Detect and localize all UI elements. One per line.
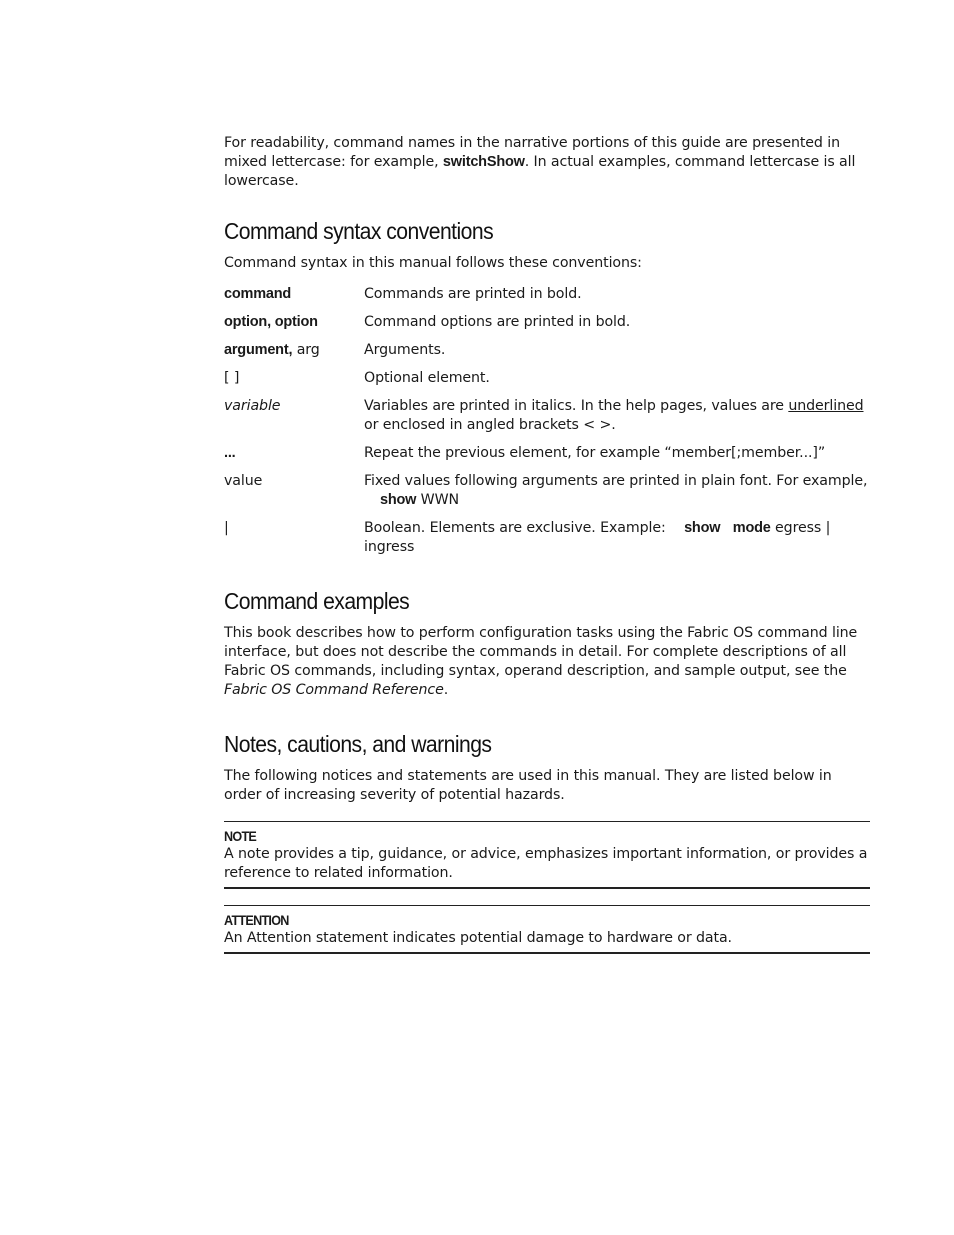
intro-text-after: . In actual examples, command lettercase is all lowercase. bbox=[224, 154, 856, 189]
desc-boolean-cmd1: show bbox=[684, 520, 721, 536]
desc-variable-underlined: underlined bbox=[788, 398, 864, 414]
note-label: NOTE bbox=[224, 828, 257, 844]
desc-optional: Optional element. bbox=[364, 370, 490, 386]
convention-row-boolean bbox=[224, 519, 870, 557]
examples-text-after: . bbox=[443, 682, 449, 698]
term-boolean: | bbox=[224, 520, 229, 536]
notes-intro: The following notices and statements are used in this manual. They are listed below in order of increasing severity of potential hazards. bbox=[224, 768, 832, 803]
desc-argument: Arguments. bbox=[364, 342, 446, 358]
desc-boolean-text: Boolean. Elements are exclusive. Example: bbox=[364, 520, 666, 536]
term-variable: variable bbox=[224, 398, 281, 414]
desc-variable-after: or enclosed in angled brackets < >. bbox=[364, 417, 616, 433]
desc-boolean-rest: egress | ingress bbox=[364, 520, 831, 555]
desc-value-example-cmd: show bbox=[380, 492, 417, 508]
term-command bbox=[224, 285, 364, 313]
intro-command: switchShow bbox=[442, 154, 525, 170]
note-text: A note provides a tip, guidance, or advice, emphasizes important information, or provides a reference to related information. bbox=[224, 846, 868, 881]
convention-row-option bbox=[224, 313, 870, 341]
desc-boolean bbox=[364, 519, 870, 557]
examples-reference-title: Fabric OS Command Reference bbox=[224, 682, 444, 698]
intro-paragraph bbox=[224, 134, 870, 191]
desc-value-text: Fixed values following arguments are printed in plain font. For example, bbox=[364, 473, 868, 489]
term-ellipsis-text: ... bbox=[224, 445, 236, 461]
desc-command: Commands are printed in bold. bbox=[364, 286, 582, 302]
syntax-intro: Command syntax in this manual follows these conventions: bbox=[224, 255, 642, 271]
term-ellipsis bbox=[224, 444, 364, 472]
notes-heading: Notes, cautions, and warnings bbox=[224, 731, 492, 757]
term-argument-bold: argument, bbox=[224, 342, 293, 358]
syntax-conventions-table bbox=[224, 285, 870, 557]
convention-row-optional bbox=[224, 369, 870, 397]
convention-row-command bbox=[224, 285, 870, 313]
desc-option: Command options are printed in bold. bbox=[364, 314, 631, 330]
term-value: value bbox=[224, 473, 263, 489]
note-box bbox=[224, 821, 870, 889]
document-page bbox=[224, 134, 870, 954]
desc-value-example-val: WWN bbox=[416, 492, 460, 508]
desc-boolean-cmd2: mode bbox=[732, 520, 771, 536]
convention-row-argument bbox=[224, 341, 870, 369]
desc-value bbox=[364, 472, 870, 519]
term-option-text: option, option bbox=[224, 314, 318, 330]
attention-text: An Attention statement indicates potential damage to hardware or data. bbox=[224, 930, 732, 946]
attention-label: ATTENTION bbox=[224, 912, 289, 928]
convention-row-value bbox=[224, 472, 870, 519]
intro-text-before: For readability, command names in the narrative portions of this guide are presented in mixed lettercase: for example, bbox=[224, 135, 840, 170]
note-label-wrap bbox=[224, 826, 870, 845]
convention-row-ellipsis bbox=[224, 444, 870, 472]
term-option bbox=[224, 313, 364, 341]
desc-variable-before: Variables are printed in italics. In the help pages, values are bbox=[364, 398, 789, 414]
term-argument bbox=[224, 341, 364, 369]
term-optional: [ ] bbox=[224, 370, 240, 386]
term-command-text: command bbox=[224, 286, 292, 302]
desc-ellipsis: Repeat the previous element, for example “member[;member...]” bbox=[364, 445, 826, 461]
desc-variable bbox=[364, 397, 870, 444]
attention-box bbox=[224, 905, 870, 954]
convention-row-variable bbox=[224, 397, 870, 444]
examples-paragraph bbox=[224, 624, 870, 700]
examples-heading: Command examples bbox=[224, 588, 410, 614]
term-argument-plain: arg bbox=[292, 342, 320, 358]
examples-text-before: This book describes how to perform configuration tasks using the Fabric OS command line interface, but does not describe the commands in detail. For complete descriptions of all Fabric OS commands, including syntax, operand description, and sample output, see the bbox=[224, 625, 858, 679]
desc-value-example bbox=[364, 492, 459, 508]
attention-label-wrap bbox=[224, 910, 870, 929]
syntax-heading: Command syntax conventions bbox=[224, 218, 494, 244]
